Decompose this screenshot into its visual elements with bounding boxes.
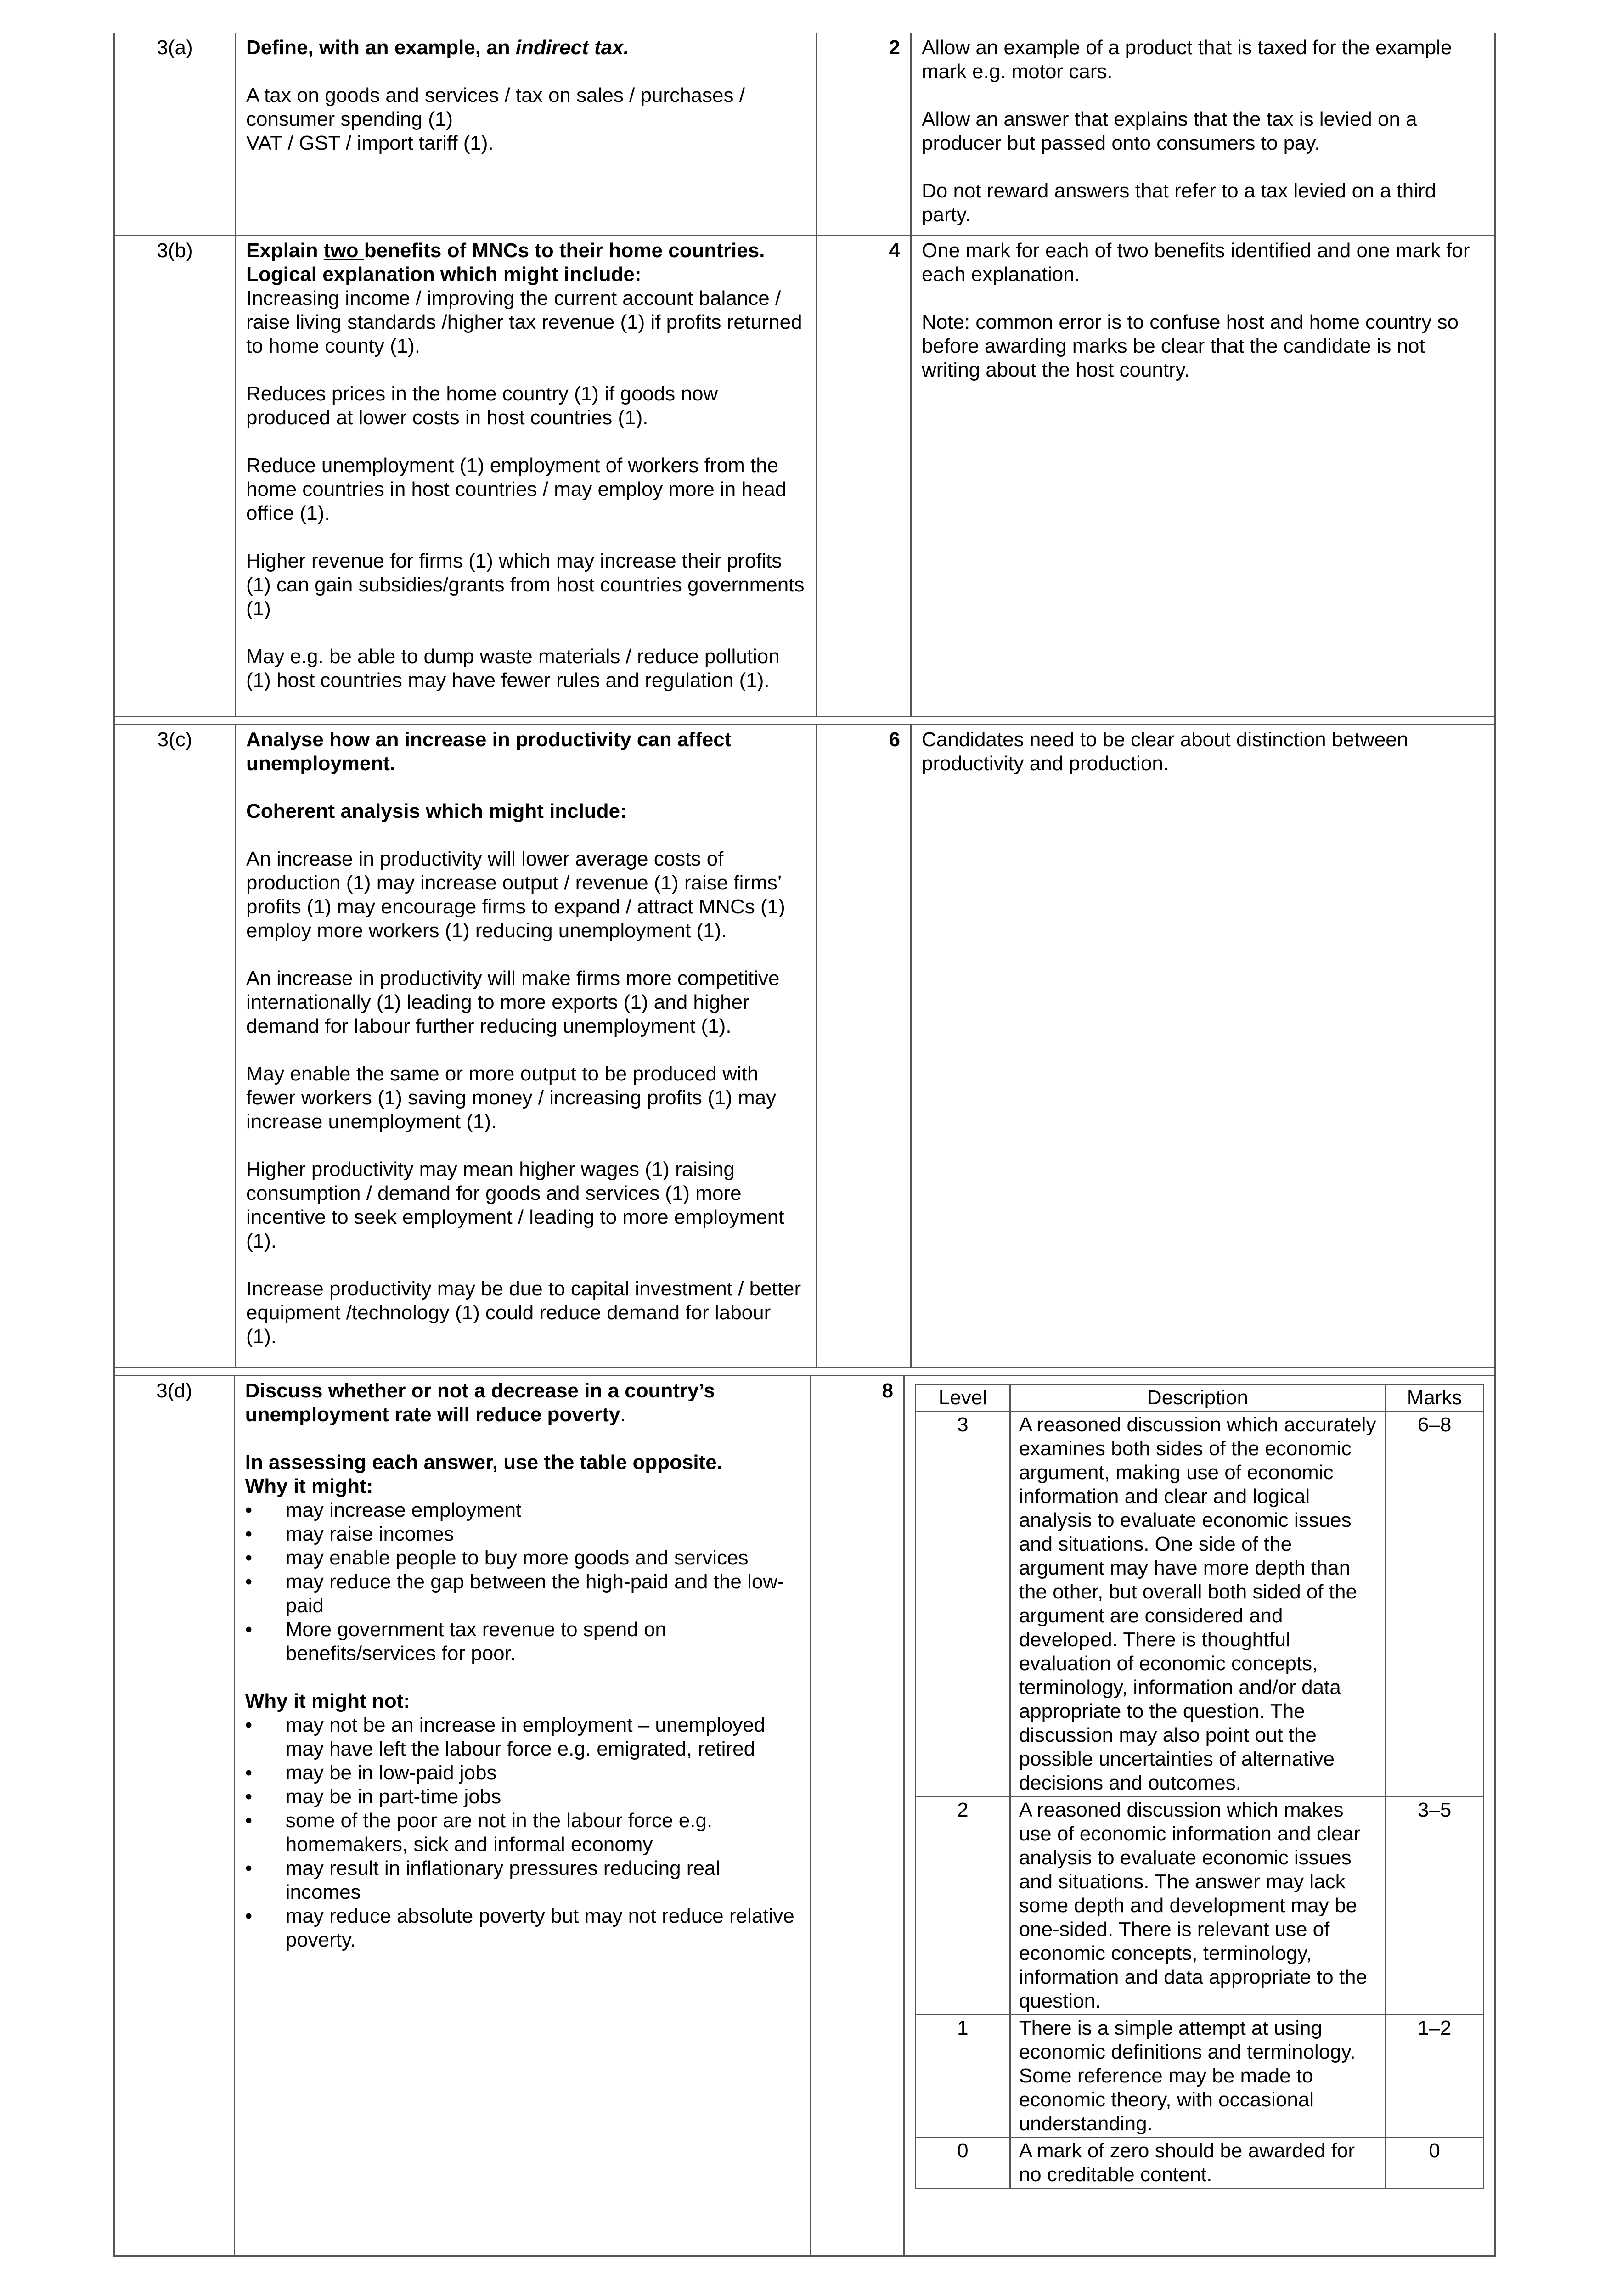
might-not-heading: Why it might not:: [245, 1690, 410, 1712]
answer-paragraph: Higher productivity may mean higher wages (1) raising consumption / demand for goods and services (1) more incentive to seek employment / leading to more employment (1).: [246, 1158, 784, 1252]
question-row-3a: [115, 33, 1494, 236]
level-marks: 0: [1386, 2138, 1484, 2189]
answer-paragraph: An increase in productivity will lower average costs of production (1) may increase output / revenue (1) raise firms’ profits (1) may encourage firms to expand / attract MNCs (1) employ more workers (1) reducing unemployment (1).: [246, 848, 785, 942]
header-description: Description: [1010, 1384, 1386, 1412]
level-marks: 3–5: [1386, 1797, 1484, 2015]
list-item: • may reduce absolute poverty but may not reduce relative poverty.: [245, 1904, 800, 1952]
answer-paragraph: May enable the same or more output to be produced with fewer workers (1) saving money / increasing profits (1) may increase unemployment (1).: [246, 1063, 777, 1133]
question-row-3d: [115, 1375, 1494, 2257]
question-text: Explain two benefits of MNCs to their home countries.: [246, 239, 765, 262]
answer-paragraph: Reduces prices in the home country (1) if goods now produced at lower costs in host countries (1).: [246, 383, 718, 429]
level-description: A reasoned discussion which accurately examines both sides of the economic argument, making use of economic information and clear and logical analysis to evaluate economic issues and situations. One side of the argument may have more depth than the other, but overall both sided of the argument are considered and developed. There is thoughtful evaluation of economic concepts, terminology, information and/or data appropriate to the question. The discussion may also point out the possible uncertainties of alternative decisions and outcomes.: [1010, 1412, 1386, 1797]
guidance-cell: [912, 236, 1494, 716]
guidance-paragraph: Allow an example of a product that is taxed for the example mark e.g. motor cars.: [922, 36, 1452, 83]
list-item: • may result in inflationary pressures reducing real incomes: [245, 1857, 800, 1904]
mark-scheme-table: [113, 33, 1496, 2257]
list-item: • may reduce the gap between the high-paid and the low-paid: [245, 1570, 800, 1618]
guidance-cell: [912, 33, 1494, 235]
level-descriptor-table: [915, 1384, 1484, 2189]
question-text: Define, with an example, an indirect tax.: [246, 36, 629, 59]
question-text: Discuss whether or not a decrease in a country’s unemployment rate will reduce poverty.: [245, 1379, 715, 1426]
answer-paragraph: Increase productivity may be due to capital investment / better equipment /technology (1) could reduce demand for labour (1).: [246, 1277, 801, 1348]
marks-value: 4: [817, 236, 912, 716]
level-description: A reasoned discussion which makes use of economic information and clear analysis to evaluate economic issues and situations. The answer may lack some depth and development may be one-sided. There is relevant use of economic concepts, terminology, information and data appropriate to the question.: [1010, 1797, 1386, 2015]
answer-cell: [235, 1376, 811, 2255]
answer-intro: Coherent analysis which might include:: [246, 800, 627, 822]
answer-paragraph: May e.g. be able to dump waste materials / reduce pollution (1) host countries may have fewer rules and regulation (1).: [246, 645, 780, 692]
level-row: [916, 1797, 1484, 2015]
question-text: Analyse how an increase in productivity can affect unemployment.: [246, 728, 732, 775]
guidance-paragraph: Do not reward answers that refer to a tax levied on a third party.: [922, 180, 1436, 226]
list-item: • may raise incomes: [245, 1522, 800, 1546]
level-description: There is a simple attempt at using economic definitions and terminology. Some reference may be made to economic theory, with occasional understanding.: [1010, 2015, 1386, 2138]
list-item: • may be in low-paid jobs: [245, 1761, 800, 1785]
guidance-cell: [905, 1376, 1494, 2255]
list-item: • some of the poor are not in the labour force e.g. homemakers, sick and informal economy: [245, 1809, 800, 1857]
might-list: [245, 1498, 800, 1666]
list-item: • More government tax revenue to spend on benefits/services for poor.: [245, 1618, 800, 1666]
answer-paragraph: An increase in productivity will make firms more competitive internationally (1) leading to more exports (1) and higher demand for labour further reducing unemployment (1).: [246, 967, 780, 1037]
level-marks: 1–2: [1386, 2015, 1484, 2138]
question-row-3b: [115, 236, 1494, 717]
level-table-header: [916, 1384, 1484, 1412]
question-number: 3(b): [115, 236, 236, 716]
header-marks: Marks: [1386, 1384, 1484, 1412]
level-description: A mark of zero should be awarded for no creditable content.: [1010, 2138, 1386, 2189]
question-number: 3(c): [115, 725, 236, 1367]
list-item: • may enable people to buy more goods and services: [245, 1546, 800, 1570]
question-number: 3(a): [115, 33, 236, 235]
answer-cell: [236, 725, 817, 1367]
might-heading: Why it might:: [245, 1475, 373, 1497]
question-number: 3(d): [115, 1376, 235, 2255]
guidance-paragraph: One mark for each of two benefits identified and one mark for each explanation.: [922, 239, 1470, 286]
level-marks: 6–8: [1386, 1412, 1484, 1797]
level-row: [916, 2015, 1484, 2138]
guidance-paragraph: Candidates need to be clear about distinction between productivity and production.: [922, 728, 1408, 775]
level-number: 2: [916, 1797, 1010, 2015]
answer-line: VAT / GST / import tariff (1).: [246, 132, 494, 154]
guidance-paragraph: Allow an answer that explains that the tax is levied on a producer but passed onto consumers to pay.: [922, 108, 1417, 154]
instruction-text: In assessing each answer, use the table opposite.: [245, 1451, 722, 1474]
level-number: 1: [916, 2015, 1010, 2138]
level-number: 3: [916, 1412, 1010, 1797]
question-row-3c: [115, 724, 1494, 1368]
guidance-paragraph: Note: common error is to confuse host and home country so before awarding marks be clear that the candidate is not writing about the host country.: [922, 311, 1459, 381]
answer-cell: [236, 33, 817, 235]
answer-cell: [236, 236, 817, 716]
marks-value: 2: [817, 33, 912, 235]
list-item: • may be in part-time jobs: [245, 1785, 800, 1809]
header-level: Level: [916, 1384, 1010, 1412]
might-not-list: [245, 1713, 800, 1952]
guidance-cell: [912, 725, 1494, 1367]
marks-value: 6: [817, 725, 912, 1367]
answer-intro: Logical explanation which might include:: [246, 263, 642, 286]
list-item: • may not be an increase in employment – unemployed may have left the labour force e.g. emigrated, retired: [245, 1713, 800, 1761]
list-item: • may increase employment: [245, 1498, 800, 1522]
answer-paragraph: Increasing income / improving the current account balance / raise living standards /higher tax revenue (1) if profits returned to home county (1).: [246, 287, 802, 357]
answer-paragraph: Reduce unemployment (1) employment of workers from the home countries in host countries / may employ more in head office (1).: [246, 454, 787, 524]
answer-line: A tax on goods and services / tax on sales / purchases / consumer spending (1): [246, 84, 745, 130]
level-row: [916, 2138, 1484, 2189]
level-number: 0: [916, 2138, 1010, 2189]
level-row: [916, 1412, 1484, 1797]
answer-paragraph: Higher revenue for firms (1) which may increase their profits (1) can gain subsidies/grants from host countries governments (1): [246, 550, 805, 620]
marks-value: 8: [811, 1376, 905, 2255]
